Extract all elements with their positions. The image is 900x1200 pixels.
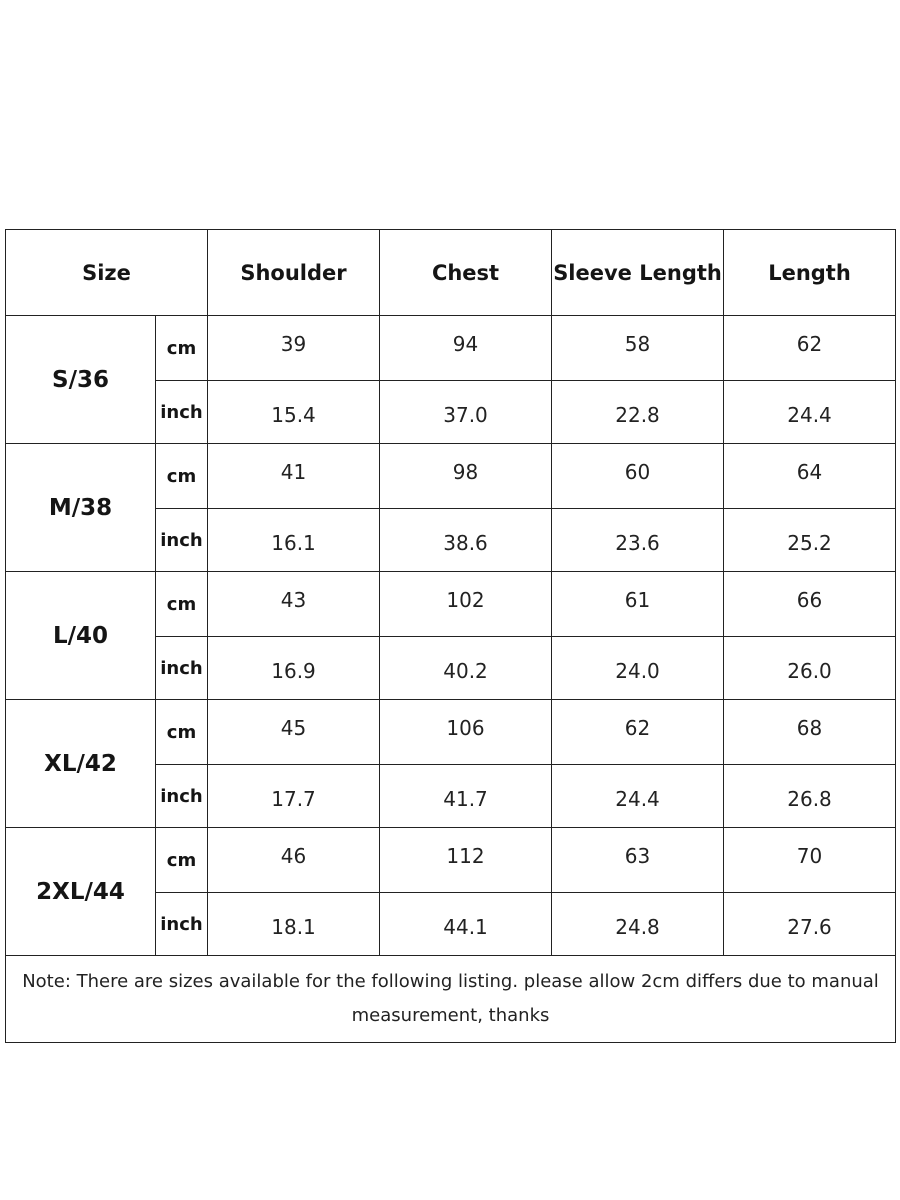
sleeve-length-inch: 23.6: [552, 509, 724, 572]
table-row: [6, 316, 896, 381]
length-cm: 68: [724, 700, 896, 765]
size-label: XL/42: [6, 700, 156, 828]
chest-cm: 102: [380, 572, 552, 637]
length-inch: 25.2: [724, 509, 896, 572]
sleeve-length-cm: 61: [552, 572, 724, 637]
length-inch: 27.6: [724, 893, 896, 956]
shoulder-cm: 41: [208, 444, 380, 509]
unit-label-inch: inch: [156, 381, 208, 444]
sleeve-length-inch: 22.8: [552, 381, 724, 444]
size-label: 2XL/44: [6, 828, 156, 956]
unit-label-inch: inch: [156, 765, 208, 828]
unit-label-cm: cm: [156, 316, 208, 381]
chest-cm: 98: [380, 444, 552, 509]
size-label: S/36: [6, 316, 156, 444]
chest-cm: 112: [380, 828, 552, 893]
unit-label-inch: inch: [156, 637, 208, 700]
shoulder-inch: 16.9: [208, 637, 380, 700]
sleeve-length-inch: 24.0: [552, 637, 724, 700]
chest-inch: 44.1: [380, 893, 552, 956]
length-cm: 62: [724, 316, 896, 381]
shoulder-cm: 45: [208, 700, 380, 765]
table-row: [6, 700, 896, 765]
chest-cm: 94: [380, 316, 552, 381]
shoulder-inch: 16.1: [208, 509, 380, 572]
length-cm: 66: [724, 572, 896, 637]
length-cm: 64: [724, 444, 896, 509]
unit-label-cm: cm: [156, 828, 208, 893]
length-inch: 26.8: [724, 765, 896, 828]
length-inch: 26.0: [724, 637, 896, 700]
shoulder-cm: 46: [208, 828, 380, 893]
unit-label-cm: cm: [156, 444, 208, 509]
sleeve-length-inch: 24.8: [552, 893, 724, 956]
header-row: [6, 230, 896, 316]
shoulder-inch: 15.4: [208, 381, 380, 444]
header-sleeve-length: Sleeve Length: [552, 230, 724, 316]
shoulder-inch: 17.7: [208, 765, 380, 828]
table-row: [6, 828, 896, 893]
sleeve-length-cm: 58: [552, 316, 724, 381]
chest-inch: 37.0: [380, 381, 552, 444]
header-chest: Chest: [380, 230, 552, 316]
size-label: M/38: [6, 444, 156, 572]
unit-label-cm: cm: [156, 572, 208, 637]
size-chart: [5, 229, 895, 1026]
unit-label-inch: inch: [156, 893, 208, 956]
sleeve-length-cm: 62: [552, 700, 724, 765]
unit-label-cm: cm: [156, 700, 208, 765]
length-cm: 70: [724, 828, 896, 893]
table-row: [6, 444, 896, 509]
chest-inch: 38.6: [380, 509, 552, 572]
measurement-note: Note: There are sizes available for the following listing. please allow 2cm differs due to manual measurement, thanks: [6, 956, 896, 1043]
size-label: L/40: [6, 572, 156, 700]
note-row: [6, 956, 896, 1043]
shoulder-cm: 43: [208, 572, 380, 637]
unit-label-inch: inch: [156, 509, 208, 572]
header-length: Length: [724, 230, 896, 316]
header-size: Size: [6, 230, 208, 316]
sleeve-length-cm: 63: [552, 828, 724, 893]
table-row: [6, 572, 896, 637]
length-inch: 24.4: [724, 381, 896, 444]
sleeve-length-inch: 24.4: [552, 765, 724, 828]
size-chart-table: [5, 229, 896, 1043]
sleeve-length-cm: 60: [552, 444, 724, 509]
shoulder-cm: 39: [208, 316, 380, 381]
shoulder-inch: 18.1: [208, 893, 380, 956]
chest-cm: 106: [380, 700, 552, 765]
chest-inch: 41.7: [380, 765, 552, 828]
chest-inch: 40.2: [380, 637, 552, 700]
header-shoulder: Shoulder: [208, 230, 380, 316]
